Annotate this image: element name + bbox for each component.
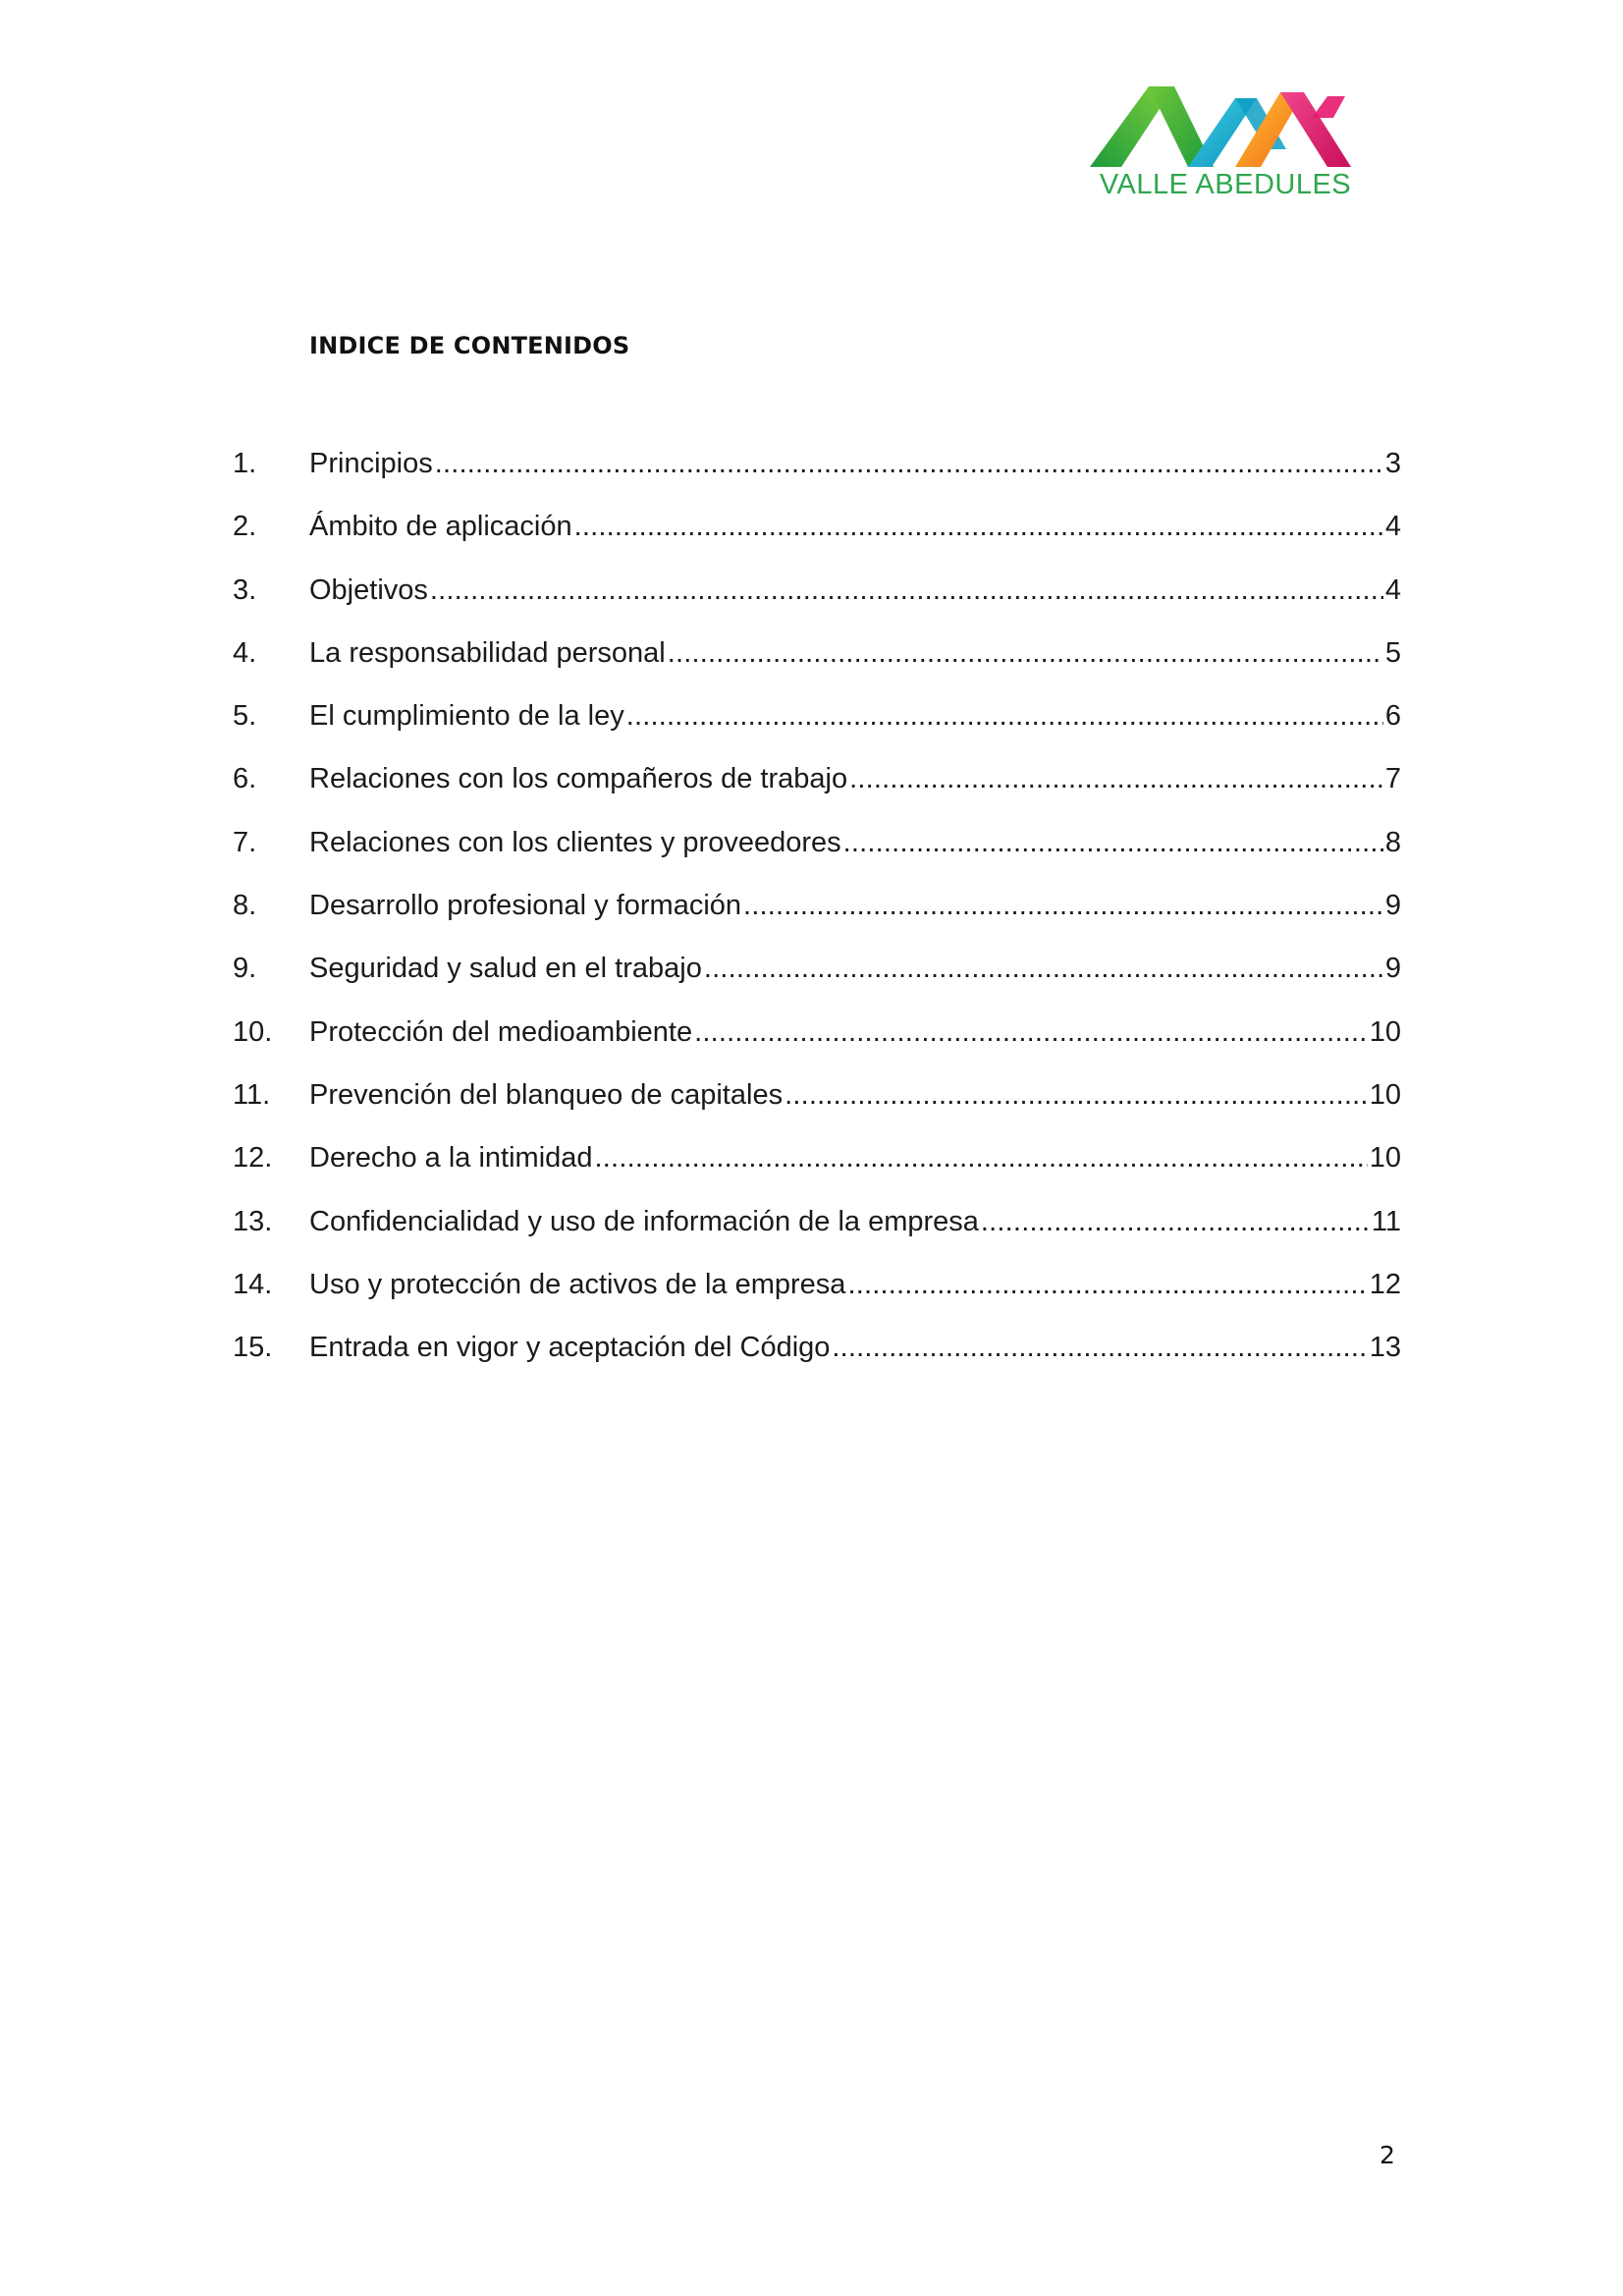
toc-page: 10 (1369, 1015, 1401, 1048)
toc-number: 1. (233, 448, 257, 479)
toc-label: Protección del medioambiente (309, 1015, 693, 1048)
toc-number: 11. (233, 1078, 271, 1111)
toc-page: 4 (1384, 511, 1401, 543)
toc-number: 13. (233, 1205, 273, 1237)
toc-item-10[interactable] (233, 1016, 1401, 1079)
toc-leader (847, 1269, 1367, 1301)
toc-page: 4 (1384, 574, 1401, 606)
toc-leader (435, 448, 1383, 480)
toc-item-9[interactable] (233, 953, 1401, 1015)
toc-leader (694, 1016, 1368, 1049)
toc-label: Prevención del blanqueo de capitales (309, 1078, 784, 1111)
logo-mountains-icon (1088, 79, 1363, 169)
toc-item-15[interactable] (233, 1332, 1401, 1394)
toc-label: Derecho a la intimidad (309, 1142, 593, 1175)
toc-number: 6. (233, 763, 257, 795)
table-of-contents (233, 448, 1401, 1394)
toc-label: Principios (309, 448, 433, 479)
toc-number: 5. (233, 700, 257, 733)
toc-item-11[interactable] (233, 1079, 1401, 1142)
toc-label: Relaciones con los compañeros de trabajo (309, 763, 848, 795)
toc-number: 14. (233, 1268, 273, 1300)
toc-item-14[interactable] (233, 1269, 1401, 1332)
toc-number: 7. (233, 826, 257, 858)
toc-leader (843, 827, 1383, 859)
toc-item-7[interactable] (233, 827, 1401, 890)
toc-label: El cumplimiento de la ley (309, 700, 624, 733)
toc-label: Ámbito de aplicación (309, 511, 572, 543)
page-number: 2 (1380, 2141, 1395, 2169)
toc-page: 9 (1384, 953, 1401, 985)
toc-number: 12. (233, 1142, 273, 1175)
toc-leader (743, 890, 1383, 922)
toc-page: 11 (1371, 1205, 1401, 1237)
toc-page: 10 (1369, 1142, 1401, 1175)
toc-leader (784, 1079, 1368, 1112)
toc-label: Uso y protección de activos de la empresa (309, 1268, 846, 1300)
toc-item-13[interactable] (233, 1206, 1401, 1269)
toc-page: 5 (1384, 636, 1401, 669)
toc-item-12[interactable] (233, 1142, 1401, 1205)
toc-leader (430, 574, 1383, 607)
toc-leader (704, 953, 1383, 985)
toc-page: 10 (1369, 1078, 1401, 1111)
toc-label: Entrada en vigor y aceptación del Código (309, 1332, 831, 1364)
toc-leader (668, 637, 1383, 670)
toc-item-8[interactable] (233, 890, 1401, 953)
toc-leader (981, 1206, 1370, 1238)
toc-number: 10. (233, 1015, 273, 1048)
toc-page: 12 (1369, 1268, 1401, 1300)
toc-label: La responsabilidad personal (309, 636, 666, 669)
toc-page: 6 (1384, 700, 1401, 733)
toc-page: 3 (1384, 448, 1401, 479)
toc-number: 4. (233, 636, 257, 669)
toc-label: Seguridad y salud en el trabajo (309, 953, 702, 985)
toc-page: 7 (1384, 763, 1401, 795)
toc-item-5[interactable] (233, 700, 1401, 763)
toc-item-4[interactable] (233, 637, 1401, 700)
toc-page: 13 (1369, 1332, 1401, 1364)
toc-number: 8. (233, 890, 257, 922)
toc-number: 9. (233, 953, 257, 985)
index-heading: INDICE DE CONTENIDOS (309, 332, 630, 359)
toc-item-3[interactable] (233, 574, 1401, 637)
toc-number: 2. (233, 511, 257, 543)
toc-page: 9 (1384, 890, 1401, 922)
company-logo (1088, 79, 1382, 211)
toc-leader (574, 511, 1383, 543)
toc-item-2[interactable] (233, 511, 1401, 574)
toc-leader (626, 700, 1383, 733)
toc-item-1[interactable] (233, 448, 1401, 511)
toc-label: Relaciones con los clientes y proveedores (309, 826, 841, 858)
toc-item-6[interactable] (233, 763, 1401, 826)
toc-leader (595, 1142, 1368, 1175)
toc-page: 8 (1384, 826, 1401, 858)
toc-label: Desarrollo profesional y formación (309, 890, 742, 922)
toc-number: 15. (233, 1332, 273, 1364)
toc-label: Confidencialidad y uso de información de la empresa (309, 1205, 979, 1237)
toc-number: 3. (233, 574, 257, 606)
logo-text: VALLE ABEDULES (1099, 169, 1352, 200)
toc-leader (849, 763, 1383, 795)
toc-leader (832, 1332, 1367, 1364)
toc-label: Objetivos (309, 574, 428, 606)
